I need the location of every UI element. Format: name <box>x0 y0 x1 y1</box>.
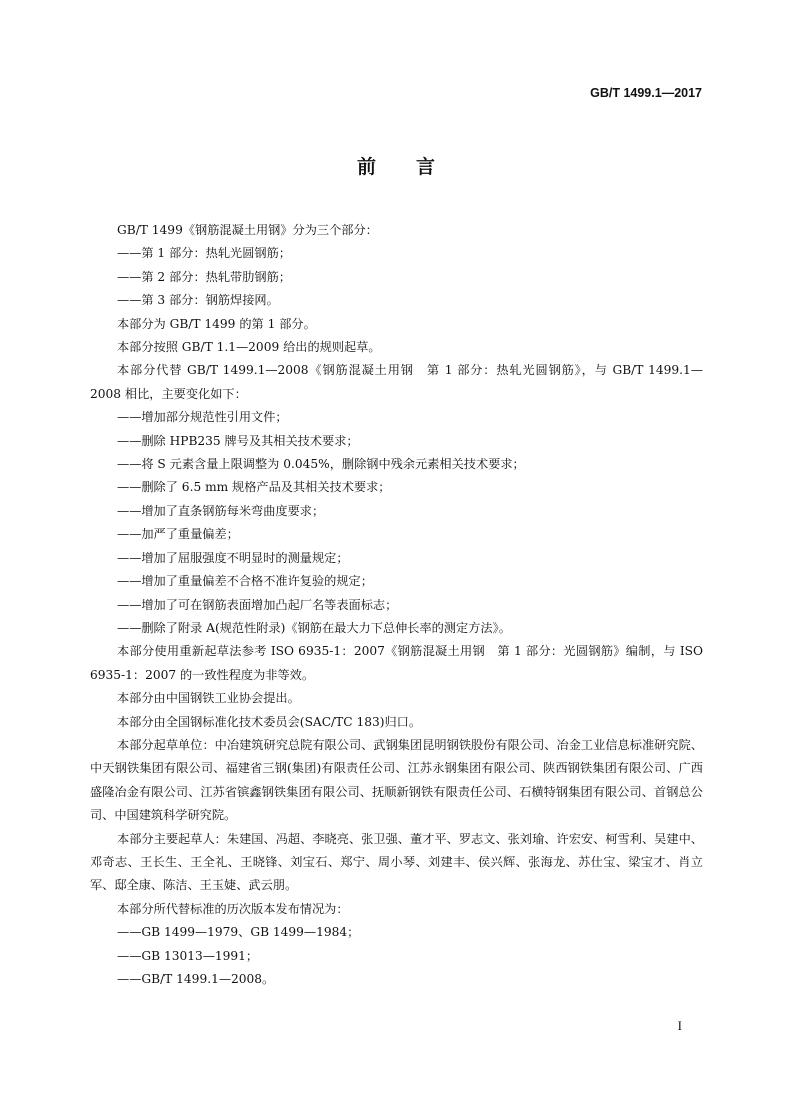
paragraph: 本部分使用重新起草法参考 ISO 6935-1：2007《钢筋混凝土用钢 第 1 部分：光圆钢筋》编制，与 ISO 6935-1：2007 的一致性程度为非等效。 <box>90 644 703 682</box>
list-item: ——增加了重量偏差不合格不准许复验的规定； <box>117 574 373 589</box>
document-body <box>90 219 703 991</box>
standard-code-header: GB/T 1499.1—2017 <box>590 86 702 100</box>
paragraph: 本部分代替 GB/T 1499.1—2008《钢筋混凝土用钢 第 1 部分：热轧光圆钢筋》，与 GB/T 1499.1—2008 相比，主要变化如下： <box>90 363 703 401</box>
list-item: ——第 2 部分：热轧带肋钢筋； <box>117 269 291 284</box>
list-item: ——删除了 6.5 mm 规格产品及其相关技术要求； <box>117 480 391 495</box>
list-item: ——增加部分规范性引用文件； <box>117 410 288 425</box>
page-number: I <box>677 1018 682 1033</box>
paragraph: 本部分为 GB/T 1499 的第 1 部分。 <box>117 316 316 331</box>
list-item: ——第 1 部分：热轧光圆钢筋； <box>117 246 291 261</box>
paragraph: 本部分按照 GB/T 1.1—2009 给出的规则起草。 <box>117 340 381 355</box>
paragraph: 本部分主要起草人：朱建国、冯超、李晓亮、张卫强、董才平、罗志文、张刘瑜、许宏安、柯雪利、吴建中、邓奇志、王长生、王全礼、王晓锋、刘宝石、郑宁、周小琴、刘建丰、侯兴辉、张海龙、苏仕宝、梁宝才、肖立军、邸全康、陈洁、王玉婕、武云朋。 <box>90 831 703 893</box>
list-item: ——增加了可在钢筋表面增加凸起厂名等表面标志； <box>117 597 398 612</box>
paragraph: 本部分由全国钢标准化技术委员会(SAC/TC 183)归口。 <box>117 714 422 729</box>
list-item: ——GB 1499—1979、GB 1499—1984； <box>117 925 360 940</box>
paragraph: 本部分所代替标准的历次版本发布情况为： <box>117 901 349 916</box>
paragraph: 本部分由中国钢铁工业协会提出。 <box>117 691 300 706</box>
list-item: ——增加了屈服强度不明显时的测量规定； <box>117 550 349 565</box>
list-item: ——删除了附录 A(规范性附录)《钢筋在最大力下总伸长率的测定方法》。 <box>117 620 511 635</box>
list-item: ——删除 HPB235 牌号及其相关技术要求； <box>117 433 359 448</box>
list-item: ——GB/T 1499.1—2008。 <box>117 972 275 986</box>
list-item: ——第 3 部分：钢筋焊接网。 <box>117 293 279 308</box>
list-item: ——加严了重量偏差； <box>117 527 239 542</box>
list-item: ——GB 13013—1991； <box>117 948 259 963</box>
paragraph: GB/T 1499《钢筋混凝土用钢》分为三个部分： <box>117 223 378 237</box>
page-title: 前言 <box>356 156 475 178</box>
list-item: ——将 S 元素含量上限调整为 0.045%，删除钢中残余元素相关技术要求； <box>117 457 525 472</box>
paragraph: 本部分起草单位：中冶建筑研究总院有限公司、武钢集团昆明钢铁股份有限公司、冶金工业信息标准研究院、中天钢铁集团有限公司、福建省三钢(集团)有限责任公司、江苏永钢集团有限公司、陕西钢铁集团有限公司、广西盛隆冶金有限公司、江苏省镔鑫钢铁集团有限公司、抚顺新钢铁有限责任公司、石横特钢集团有限公司、首钢总公司、中国建筑科学研究院。 <box>90 737 703 823</box>
list-item: ——增加了直条钢筋每米弯曲度要求； <box>117 503 325 518</box>
